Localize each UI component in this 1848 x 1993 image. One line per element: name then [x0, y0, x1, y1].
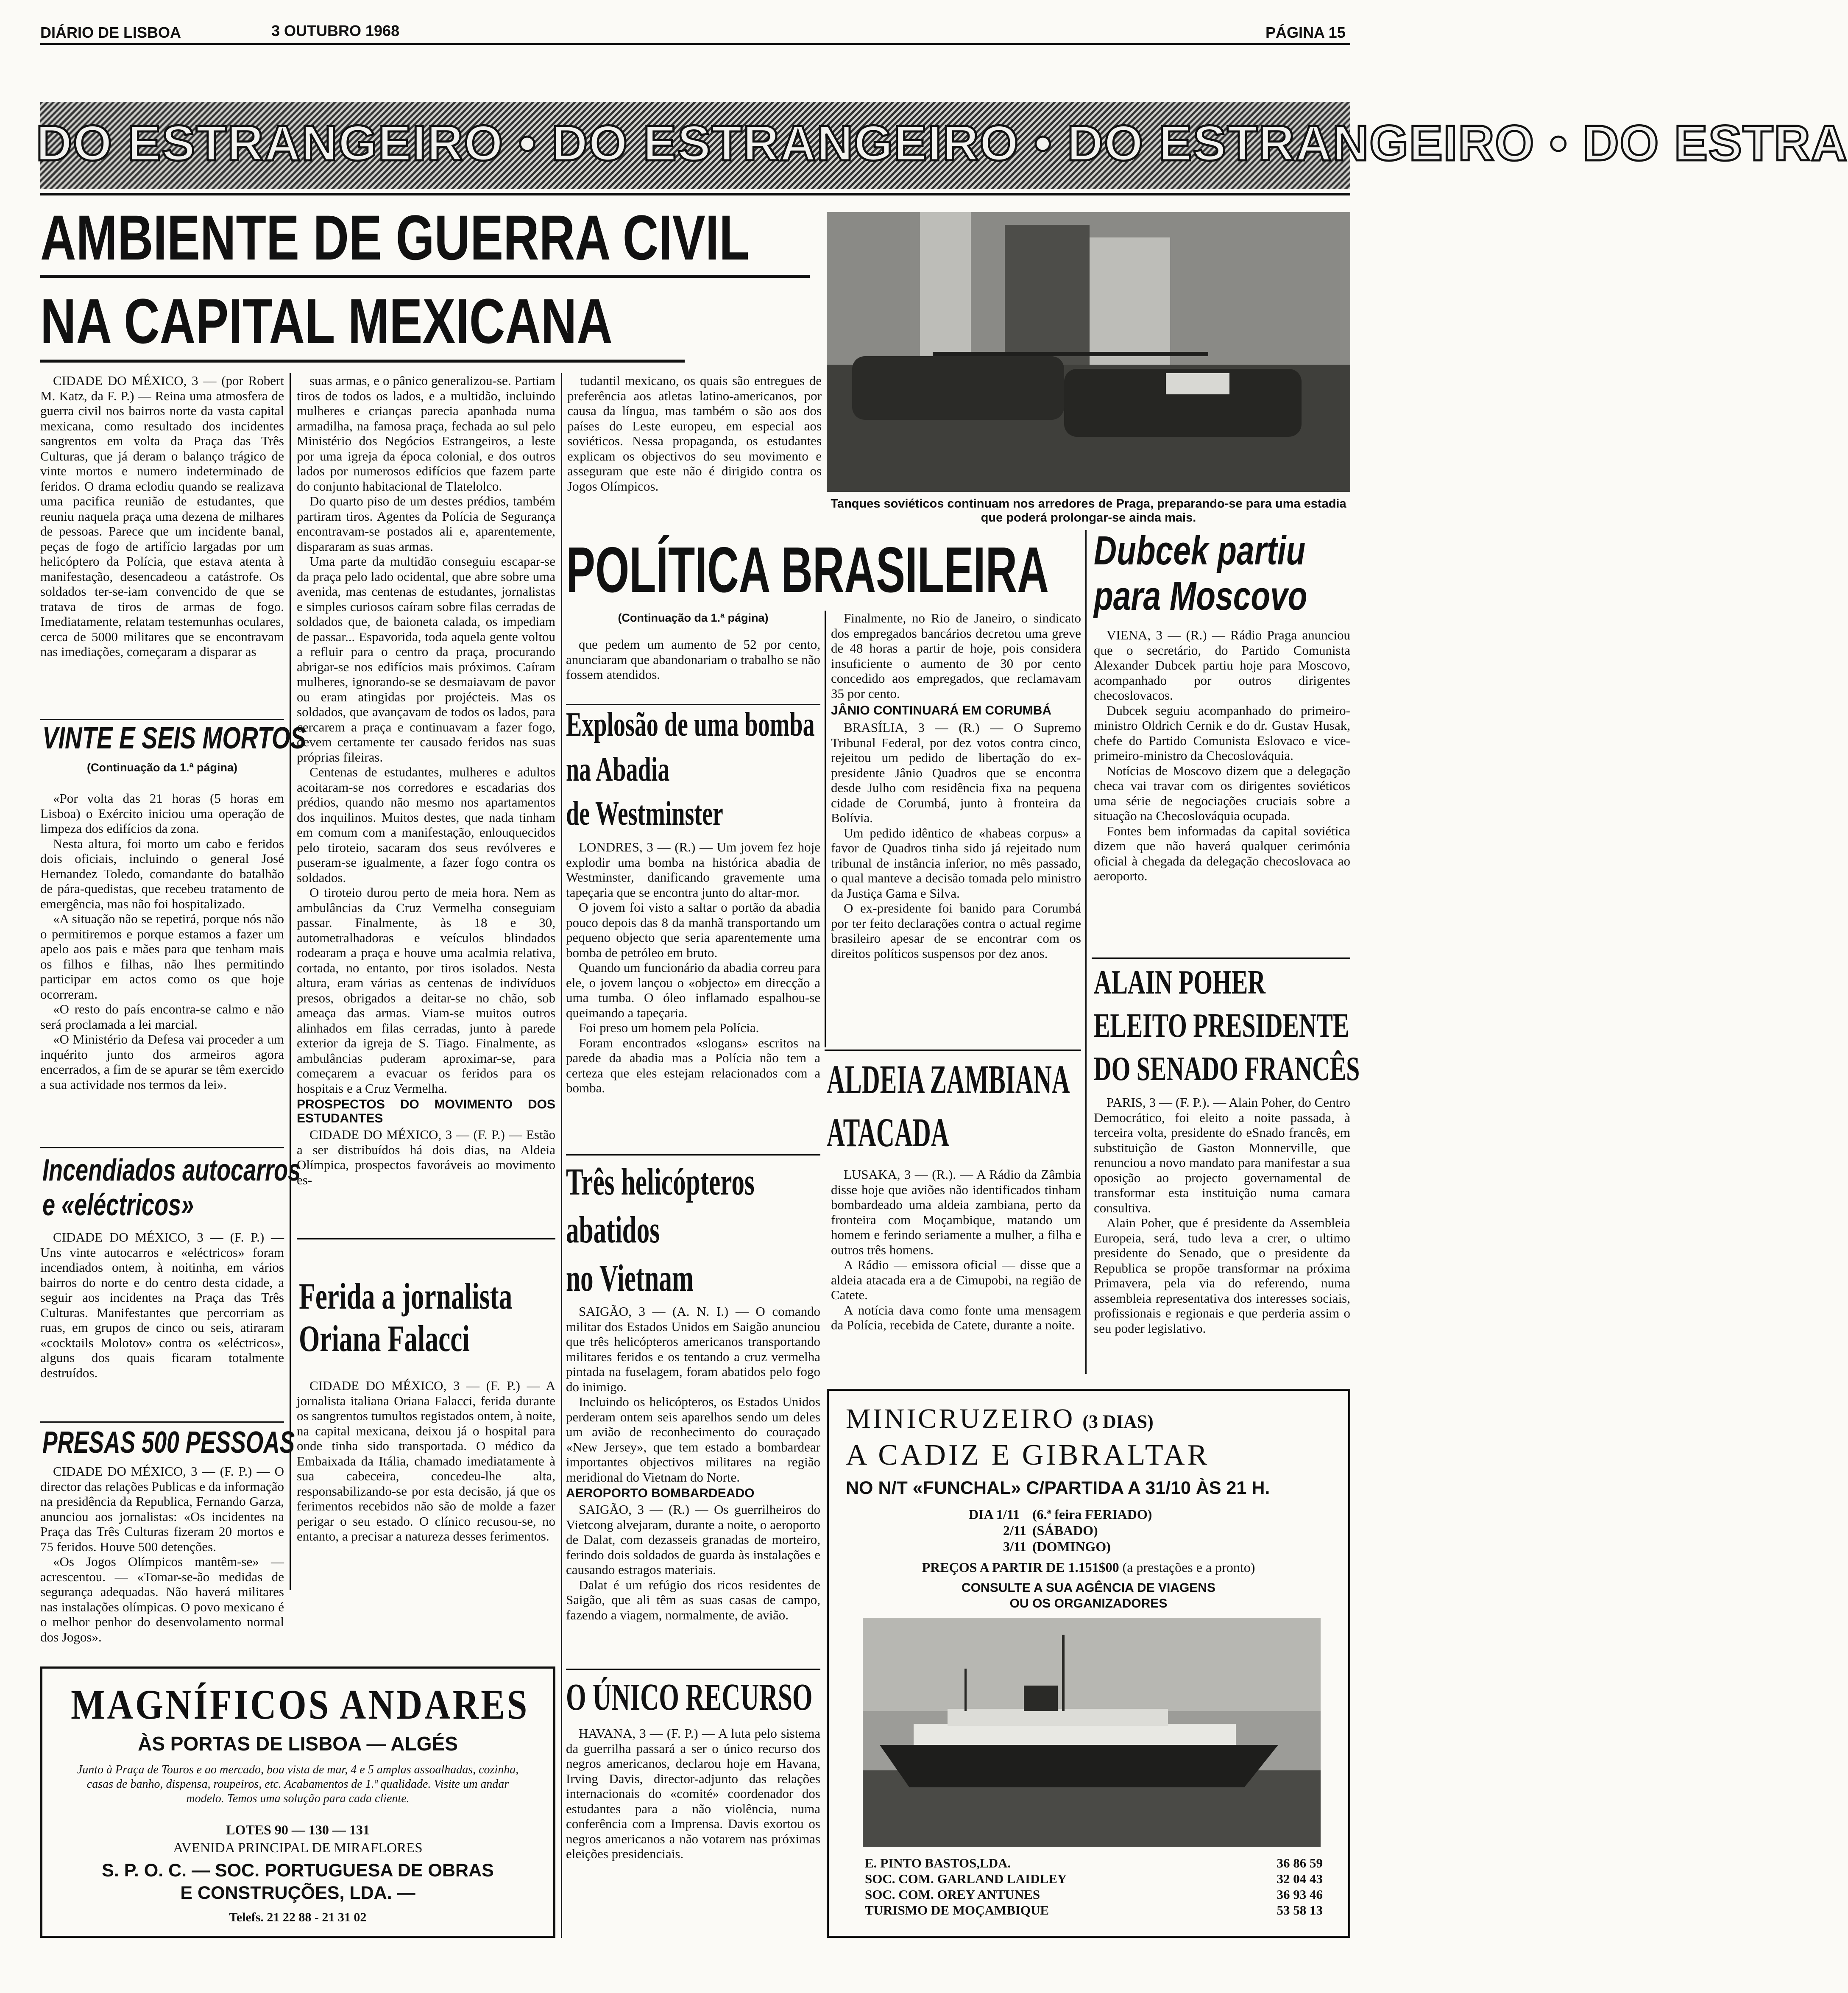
oriana-headline-2: Oriana Falacci [299, 1318, 470, 1359]
bomba-headline-1: Explosão de uma bomba [566, 706, 815, 743]
ship-image [863, 1618, 1321, 1847]
oriana-body: CIDADE DO MÉXICO, 3 — (F. P.) — A jornalista italiana Oriana Falacci, ferida durante os sangrentos tumultos registados ontem, à noite, na capital mexicana, deixou já o hospital para onde tinha sido transportada. O médico da Embaixada da Itália, chamado imediatamente à sua cabeceira, concedeu-lhe alta, responsabilizando-se por esta decisão, já que os ferimentos recebidos não são de molde a fazer perigar o seu estado. O clínico recusou-se, no entanto, a precisar a natureza desses ferimentos. [297, 1378, 555, 1544]
ad-andares-address: AVENIDA PRINCIPAL DE MIRAFLORES [173, 1840, 423, 1856]
col-divider-2 [561, 373, 562, 1938]
section-banner [36, 102, 1848, 189]
ad-cruzeiro-title-2: A CADIZ E GIBRALTAR [846, 1439, 1210, 1471]
bomba-headline-3: de Westminster [566, 795, 723, 832]
ad-cruzeiro-agent-row: TURISMO DE MOÇAMBIQUE 53 58 13 [865, 1903, 1323, 1918]
incendiados-headline-1: Incendiados autocarros [42, 1153, 301, 1187]
vinte-top-rule [40, 719, 284, 720]
incendiados-headline-2: e «eléctricos» [42, 1188, 194, 1222]
ad-cruzeiro-title: MINICRUZEIRO [846, 1403, 1075, 1434]
ad-cruzeiro-price: PREÇOS A PARTIR DE 1.151$00 [922, 1560, 1119, 1575]
ad-andares-company-2: E CONSTRUÇÕES, LDA. — [180, 1883, 415, 1903]
mexico-col-3: tudantil mexicano, os quais são entregues de preferência aos atletas latino-americanos, por causa da língua, mas também o são aos dos países do Leste europeu, em especial aos soviéticos. Nessa propaganda, os estudantes explicam os objectivos do seu movimento e asseguram que este não é dirigido contra os Jogos Olímpicos. [567, 373, 822, 494]
ad-cruzeiro-title-row [846, 1403, 1333, 1435]
zambia-headline-2: ATACADA [827, 1110, 949, 1155]
ad-cruzeiro-consult-2: OU OS ORGANIZADORES [1009, 1597, 1168, 1611]
masthead-page: PÁGINA 15 [1265, 24, 1346, 41]
bomba-headline-2: na Abadia [566, 751, 670, 788]
ad-cruzeiro-price-note: (a prestações e a pronto) [1122, 1560, 1255, 1575]
ad-andares-company-1: S. P. O. C. — SOC. PORTUGUESA DE OBRAS [102, 1860, 494, 1881]
ad-cruzeiro-title-days: (3 DIAS) [1082, 1411, 1154, 1432]
section-banner-text: DO ESTRANGEIRO • DO ESTRANGEIRO • DO ESTRANGEIRO • DO ESTRA [36, 115, 1848, 171]
photo-tanks-prague [827, 212, 1350, 492]
ad-cruzeiro-date-2: 2/11 (SÁBADO) [1003, 1523, 1098, 1538]
vinte-continuation: (Continuação da 1.ª página) [86, 761, 238, 774]
ad-cruzeiro-date-3: 3/11 (DOMINGO) [1003, 1539, 1111, 1554]
oriana-headline-1: Ferida a jornalista [299, 1276, 513, 1317]
ad-andares-title: MAGNÍFICOS ANDARES [71, 1681, 530, 1728]
ad-cruzeiro-agent-row: E. PINTO BASTOS,LDA. 36 86 59 [865, 1856, 1323, 1870]
ad-cruzeiro-ship-line: NO N/T «FUNCHAL» C/PARTIDA A 31/10 ÀS 21 H. [846, 1478, 1270, 1498]
bomba-body: LONDRES, 3 — (R.) — Um jovem fez hoje explodir uma bomba na histórica abadia de Westminster, danificando gravemente uma tapeçaria que se encontra junto do altar-mor. O jovem foi visto a saltar o portão da abadia pouco depois das 8 da manhã transportando um pequeno objecto que seria aparentemente uma bomba de petróleo em bruto. Quando um funcionário da abadia correu para ele, o jovem lançou o «objecto» em direcção a uma tumba. O óleo inflamado espalhou-se queimando a tapeçaria. Foi preso um homem pela Polícia. Foram encontrados «slogans» escritos na parede da abadia mas a Polícia não tem a certeza que eles estejam relacionados com a bomba. [566, 840, 820, 1095]
poher-body: PARIS, 3 — (F. P.). — Alain Poher, do Centro Democrático, foi eleito a noite passada, à terceira volta, presidente do eSnado francês, em substituição de Gaston Monnerville, que renunciou a novo mandato para manifestar a sua oposição ao projecto governamental de transformar esta instituição numa camara consultiva. Alain Poher, que é presidente da Assembleia Europeia, será, tudo leva a crer, o ultimo presidente do Senado, que o presidente da Republica se propõe transformar na próxima Primavera, pela via do referendo, numa assembleia representativa dos interesses sociais, profissionais e regionais e que perderia assim o seu poder legislativo. [1094, 1095, 1350, 1336]
ad-cruzeiro-dates [969, 1506, 1152, 1555]
oriana-top-rule [297, 1238, 555, 1239]
mexico-headline-2: NA CAPITAL MEXICANA [40, 285, 613, 357]
mexico-headline-1: AMBIENTE DE GUERRA CIVIL [40, 202, 750, 273]
incendiados-top-rule [40, 1147, 284, 1148]
unico-body: HAVANA, 3 — (F. P.) — A luta pelo sistema da guerrilha passará a ser o único recurso dos negros americanos, declarou hoje em Havana, Irving Davis, director-adjunto das relações internacionais do «comité» coordenador dos estudantes para a não violência, numa conferência com a Imprensa. Davis exortou os negros americanos a não votarem nas próximas eleições presidenciais. [566, 1726, 820, 1861]
dubcek-headline-1: Dubcek partiu [1094, 528, 1306, 573]
ad-cruzeiro-agents [865, 1855, 1323, 1918]
zambia-headline-1: ALDEIA ZAMBIANA [827, 1057, 1070, 1102]
mexico-col-1: CIDADE DO MÉXICO, 3 — (por Robert M. Katz, da F. P.) — Reina uma atmosfera de guerra civil nos bairros norte da vasta capital mexicana, como resultado dos incidentes sangrentos em volta da Praça das Três Culturas, que já deram o balanço trágico de vinte mortos e numero indeterminado de feridos. O drama eclodiu quando se realizava uma pacifica reunião de estudantes, que reuniu naquela praça uma dezena de milhares de pessoas. Parece que um incidente banal, peças de fogo de artifício largadas por um helicóptero da Polícia, que estava atenta à manifestação, desencadeou a catástrofe. Os soldados ter-se-iam convencido de que se tratava de tiros de armas de fogo. Imediatamente, relatam testemunhas oculares, cerca de 5000 militares que se encontravam nas imediações, começaram a disparar as [40, 373, 284, 659]
incendiados-body: CIDADE DO MÉXICO, 3 — (F. P.) — Uns vinte autocarros e «eléctricos» foram incendiados ontem, à noitinha, em vários bairros do norte e do centro desta cidade, a seguir aos incidentes na Praça das Três Culturas. Manifestantes que percorriam as ruas, em grupos de cinco ou seis, atiraram «cocktails Molotov» contra os «eléctricos», alguns dos quais ficaram totalmente destruídos. [40, 1230, 284, 1380]
presas-headline: PRESAS 500 PESSOAS [42, 1426, 295, 1460]
helis-headline-1: Três helicópteros [566, 1161, 755, 1203]
zambia-top-rule [825, 1050, 1081, 1051]
ad-cruzeiro-agent-row: SOC. COM. GARLAND LAIDLEY 32 04 43 [865, 1871, 1323, 1886]
brasil-headline: POLÍTICA BRASILEIRA [566, 534, 1049, 606]
masthead-rule [40, 43, 1350, 45]
col-divider-1 [290, 373, 291, 1590]
ad-cruzeiro-consult-1: CONSULTE A SUA AGÊNCIA DE VIAGENS [962, 1581, 1215, 1595]
brasil-col-2: Finalmente, no Rio de Janeiro, o sindicato dos empregados bancários decretou uma greve de 48 horas a partir de hoje, pois considera insuficiente o aumento de 30 por cento concedido aos empregados, que reclamavam 35 por cento. JÂNIO CONTINUARÁ EM CORUMBÁ BRASÍLIA, 3 — (R.) — O Supremo Tribunal Federal, por dez votos contra cinco, rejeitou um pedido de libertação do ex-presidente Jânio Quadros que se encontra desde Julho com residência fixa na pequena cidade de Corumbá, junto à fronteira da Bolívia. Um pedido idêntico de «habeas corpus» a favor de Quadros tinha sido já rejeitado num tribunal de instância inferior, no mês passado, o qual manteve a decisão tomada pelo ministro da Justiça Gama e Silva. O ex-presidente foi banido para Corumbá por ter feito declarações contra o actual regime brasileiro apesar de se encontrar com os direitos políticos suspensos por dez anos. [831, 611, 1081, 961]
dubcek-headline-2: para Moscovo [1094, 573, 1307, 619]
ad-andares-phones: Telefs. 21 22 88 - 21 31 02 [229, 1910, 367, 1924]
ad-magnificos-andares [40, 1666, 555, 1938]
helis-body: SAIGÃO, 3 — (A. N. I.) — O comando militar dos Estados Unidos em Saigão anunciou que três helicópteros americanos transportando militares feridos e os tentando a cruz vermelha pintada na fuselagem, foram abatidos pelo fogo do inimigo. Incluindo os helicópteros, os Estados Unidos perderam ontem seis aparelhos sendo um deles um avião de reconhecimento do couraçado «New Jersey», que tem estado a bombardear importantes objectivos militares na região meridional do Vietnam do Norte. AEROPORTO BOMBARDEADO SAIGÃO, 3 — (R.) — Os guerrilheiros do Vietcong alvejaram, durante a noite, o aeroporto de Dalat, com dezasseis granadas de morteiro, ferindo dois soldados de guarda às instalações e causando estragos materiais. Dalat é um refúgio dos ricos residentes de Saigão, que ali têm as suas casas de campo, fazendo a viagem, normalmente, de avião. [566, 1304, 820, 1622]
helis-headline-2: abatidos [566, 1209, 660, 1251]
unico-top-rule [566, 1669, 820, 1670]
vinte-headline: VINTE E SEIS MORTOS [42, 721, 307, 755]
ad-andares-lotes: LOTES 90 — 130 — 131 [226, 1822, 370, 1837]
col-divider-4 [1085, 530, 1087, 1374]
presas-top-rule [40, 1421, 284, 1423]
mexico-headline-rule-1 [40, 275, 810, 278]
ad-andares-subtitle: ÀS PORTAS DE LISBOA — ALGÉS [138, 1733, 458, 1755]
col-divider-3 [825, 611, 826, 1047]
ad-cruzeiro-ship-photo [863, 1618, 1321, 1847]
presas-body: CIDADE DO MÉXICO, 3 — (F. P.) — O director das relações Publicas e da informação na presidência da Republica, Fernando Garza, anunciou aos jornalistas: «Os incidentes na Praça das Três Culturas fizeram 20 mortos e 75 feridos. Houve 500 detenções. «Os Jogos Olímpicos mantêm-se» — acrescentou. — «Tomar-se-ão medidas de segurança adequadas. Não haverá militares nas instalações olímpicas. O povo mexicano é o melhor penhor do desenvolamento normal dos Jogos». [40, 1464, 284, 1644]
mexico-subhead-prospectos: PROSPECTOS DO MOVIMENTO DOS ESTUDANTES [297, 1097, 555, 1125]
ad-cruzeiro-agent-row: SOC. COM. OREY ANTUNES 36 93 46 [865, 1887, 1323, 1902]
ad-cruzeiro-price-row [829, 1560, 1348, 1575]
ad-minicruzeiro [827, 1389, 1350, 1938]
poher-headline-2: ELEITO PRESIDENTE [1094, 1007, 1349, 1044]
brasil-subhead-janio: JÂNIO CONTINUARÁ EM CORUMBÁ [831, 703, 1051, 717]
ad-cruzeiro-date-1: DIA 1/11 (6.ª feira FERIADO) [969, 1507, 1152, 1522]
photo-tanks-image [827, 212, 1350, 492]
zambia-body: LUSAKA, 3 — (R.). — A Rádio da Zâmbia disse hoje que aviões não identificados tinham bombardeado uma aldeia zambiana, perto da fronteira com Moçambique, matando um homem e ferindo seriamente a mulher, a filha e outros três homens. A Rádio — emissora oficial — disse que a aldeia atacada era a de Cimupobi, na região de Catete. A notícia dava como fonte uma mensagem da Polícia, recebida de Catete, durante a noite. [831, 1167, 1081, 1332]
helis-headline-3: no Vietnam [566, 1257, 694, 1299]
ad-andares-text: Junto à Praça de Touros e ao mercado, boa vista de mar, 4 e 5 amplas assoalhadas, cozinha, casas de banho, dispensa, roupeiros, etc. Acabamentos de 1.ª qualidade. Visite um andar modelo. Temos uma solução para cada cliente. [77, 1763, 519, 1805]
brasil-continuation: (Continuação da 1.ª página) [618, 611, 769, 624]
unico-headline: O ÚNICO RECURSO [566, 1676, 813, 1718]
helis-top-rule [566, 1154, 820, 1156]
poher-headline-3: DO SENADO FRANCÊS [1094, 1050, 1360, 1088]
mexico-headline-rule-2 [40, 360, 685, 363]
masthead-date: 3 OUTUBRO 1968 [271, 22, 400, 39]
poher-headline-1: ALAIN POHER [1094, 964, 1265, 1001]
brasil-col-1: que pedem um aumento de 52 por cento, anunciaram que abandonariam o trabalho se não fossem atendidos. [566, 637, 820, 682]
dubcek-body: VIENA, 3 — (R.) — Rádio Praga anunciou que o secretário, do Partido Comunista Alexander Dubcek partiu hoje para Moscovo, acompanhado por outros dirigentes checoslovacos. Dubcek seguiu acompanhado do primeiro-ministro Oldrich Cernik e do dr. Gustav Husak, chefe do Partido Comunista Eslovaco e vice-primeiro-ministro da Checoslováquia. Notícias de Moscovo dizem que a delegação checa vai travar com os dirigentes soviéticos uma série de negociações cruciais sobre a situação na Checoslováquia ocupada. Fontes bem informadas da capital soviética dizem que não haverá qualquer cerimónia oficial à chegada da delegação checoslovaca ao aeroporto. [1094, 628, 1350, 883]
poher-top-rule [1092, 957, 1350, 959]
helis-subhead-aeroporto: AEROPORTO BOMBARDEADO [566, 1486, 755, 1500]
vinte-body: «Por volta das 21 horas (5 horas em Lisboa) o Exército iniciou uma operação de limpeza dos edifícios da zona. Nesta altura, foi morto um cabo e feridos dois oficiais, incluindo o general José Hernandez Toledo, comandante do batalhão de pára-quedistas, que recebeu tratamento de emergência, mas não foi hospitalizado. «A situação não se repetirá, porque nós não o permitiremos e porque estamos a fazer um apelo aos pais e mães para que tenham mais os filhos e filhas, não lhes permitindo participar em actos como os que hoje ocorreram. «O resto do país encontra-se calmo e não será proclamada a lei marcial. «O Ministério da Defesa vai proceder a um inquérito junto dos armeiros agora encerrados, a fim de se apurar se têm exercido a sua actividade nos termos da lei». [40, 791, 284, 1092]
photo-tanks-caption: Tanques soviéticos continuam nos arredores de Praga, preparando-se para uma estadia que poderá prolongar-se ainda mais. [831, 497, 1346, 525]
banner-rule [40, 193, 1350, 195]
mexico-col-2: suas armas, e o pânico generalizou-se. Partiam tiros de todos os lados, e a multidão, incluindo mulheres e crianças parecia apanhada numa armadilha, na famosa praça, fechada ao sul pelo Ministério dos Negócios Estrangeiros, a leste por uma igreja da época colonial, e dos outros lados por numerosos edifícios que fazem parte do conjunto habitacional de Tlatelolco. Do quarto piso de um destes prédios, também partiram tiros. Agentes da Polícia de Segurança encontravam-se postados ali e, aparentemente, dispararam as suas armas. Uma parte da multidão conseguiu escapar-se da praça pelo lado ocidental, que abre sobre uma avenida, mas centenas de estudantes, jornalistas e simples curiosos caíram sobre filas cerradas de soldados que, de baioneta calada, os impediam de passar... Espavorida, toda aquela gente voltou a refluir para o centro da praça, procurando abrigar-se nos edifícios mais próximos. Caíram mulheres, ignorando-se se desmaiavam de pavor ou eram atingidas por projécteis. Mas os soldados, que avançavam de todos os lados, para cercarem a praça e continuavam a fazer fogo, devem certamente ter causado feridos nas suas próprias fileiras. Centenas de estudantes, mulheres e adultos acoitaram-se nos corredores e escadarias dos prédios, quando não mesmo nos apartamentos dos inquilinos. Muitos destes, que nada tinham em comum com a manifestação, enlouquecidos pelo tiroteio, sacaram dos seus revólveres e puseram-se igualmente, a fazer fogo contra os soldados. O tiroteio durou perto de meia hora. Nem as ambulâncias da Cruz Vermelha conseguiam passar. Finalmente, às 18 e 30, autometralhadoras e veículos blindados rodearam a praça e houve uma acalmia relativa, cortada, no entanto, por tiros isolados. Nesta altura, eram várias as centenas de indivíduos presos, obrigados a deitar-se no chão, sob ameaça das armas. Viam-se muitos outros alinhados em filas cerradas, junto à parede exterior da igreja de S. Tiago. Finalmente, as ambulâncias puderam aproximar-se, para começarem a evacuar os feridos para os hospitais e a Cruz Vermelha. PROSPECTOS DO MOVIMENTO DOS ESTUDANTES CIDADE DO MÉXICO, 3 — (F. P.) — Estão a ser distribuídos há dois dias, na Aldeia Olímpica, prospectos favoráveis ao movimento es- [297, 373, 555, 1187]
masthead-paper: DIÁRIO DE LISBOA [40, 24, 181, 41]
